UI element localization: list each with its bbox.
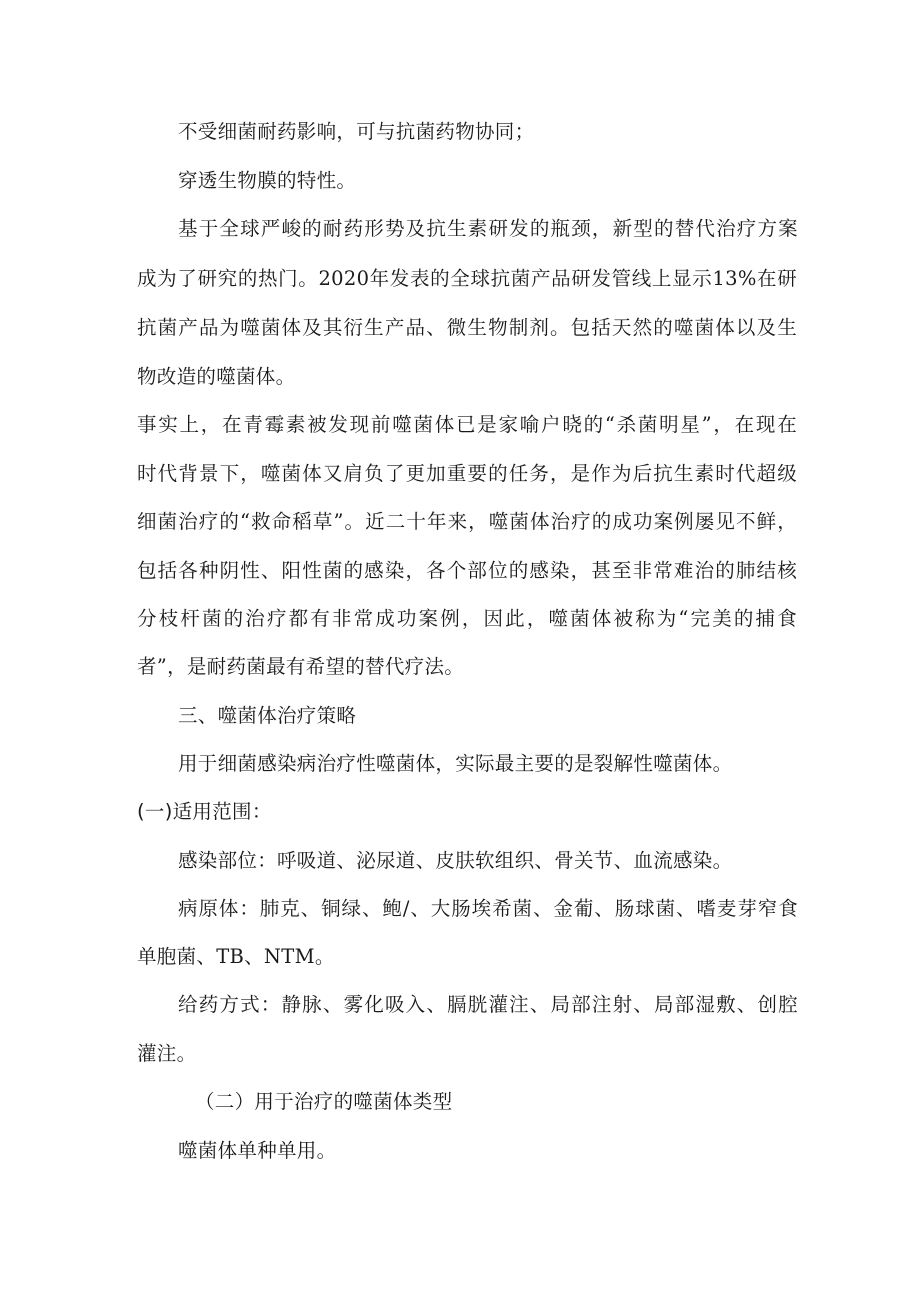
paragraph-line: 抗菌产品为噬菌体及其衍生产品、微生物制剂。包括天然的噬菌体以及生 xyxy=(137,316,797,339)
paragraph-line: 包括各种阴性、阳性菌的感染，各个部位的感染，甚至非常难治的肺结核 xyxy=(137,559,797,582)
paragraph-line: 成为了研究的热门。2020年发表的全球抗菌产品研发管线上显示13%在研 xyxy=(137,267,797,290)
subsection-heading: (一)适用范围： xyxy=(137,800,272,823)
paragraph-line: 物改造的噬菌体。 xyxy=(137,365,296,388)
paragraph-line: 病原体：肺克、铜绿、鲍/、大肠埃希菌、金葡、肠球菌、嗜麦芽窄食 xyxy=(178,897,798,920)
paragraph-line: 用于细菌感染病治疗性噬菌体，实际最主要的是裂解性噬菌体。 xyxy=(178,752,733,775)
paragraph-line: 细菌治疗的“救命稻草”。近二十年来，噬菌体治疗的成功案例屡见不鲜， xyxy=(137,510,797,533)
paragraph-line: 单胞菌、TB、NTM。 xyxy=(137,945,335,968)
paragraph-line: 者”，是耐药菌最有希望的替代疗法。 xyxy=(137,655,465,678)
paragraph-line: 事实上，在青霉素被发现前噬菌体已是家喻户晓的“杀菌明星”，在现在 xyxy=(137,413,797,436)
paragraph-line: 不受细菌耐药影响，可与抗菌药物协同； xyxy=(178,120,535,143)
paragraph-line: 基于全球严峻的耐药形势及抗生素研发的瓶颈，新型的替代治疗方案 xyxy=(178,217,798,240)
paragraph-line: 分枝杆菌的治疗都有非常成功案例，因此，噬菌体被称为“完美的捕食 xyxy=(137,607,797,630)
paragraph-line: 噬菌体单种单用。 xyxy=(178,1139,337,1162)
paragraph-line: 感染部位：呼吸道、泌尿道、皮肤软组织、骨关节、血流感染。 xyxy=(178,849,733,872)
paragraph-line: 穿透生物膜的特性。 xyxy=(178,169,357,192)
section-heading: 三、噬菌体治疗策略 xyxy=(178,704,357,727)
paragraph-line: 灌注。 xyxy=(137,1042,197,1065)
subsection-heading: （二）用于治疗的噬菌体类型 xyxy=(195,1090,453,1113)
paragraph-line: 时代背景下，噬菌体又肩负了更加重要的任务，是作为后抗生素时代超级 xyxy=(137,462,797,485)
paragraph-line: 给药方式：静脉、雾化吸入、膈胱灌注、局部注射、局部湿敷、创腔 xyxy=(178,993,798,1016)
